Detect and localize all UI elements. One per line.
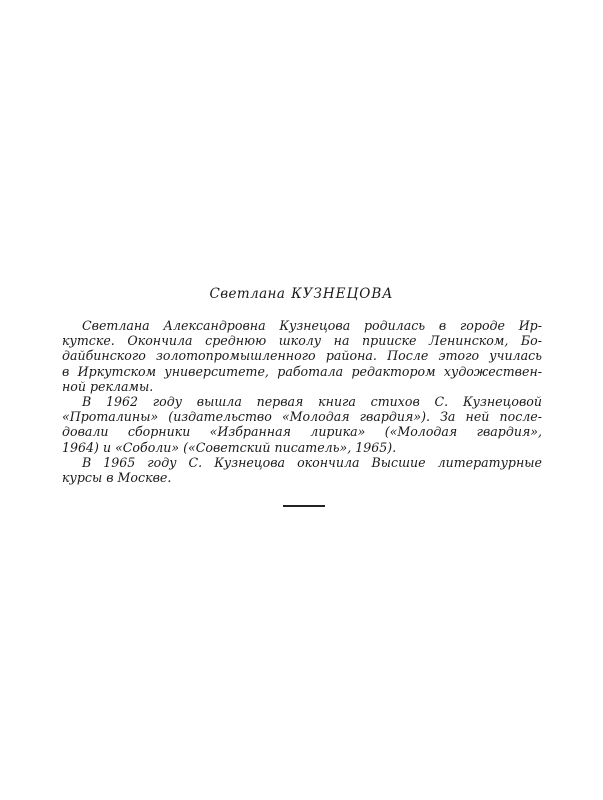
text-line: довали сборники «Избранная лирика» («Молодая гвардия», [62, 424, 542, 440]
page-title [0, 286, 603, 302]
text-line: «Проталины» (издательство «Молодая гвардия»). За ней после- [62, 409, 542, 425]
text-line: 1964) и «Соболи» («Советский писатель», 1965). [62, 439, 397, 455]
paragraph-3 [62, 455, 542, 485]
text-line: Светлана Александровна Кузнецова родилась в городе Ир- [82, 318, 542, 333]
paragraph-2 [62, 394, 542, 455]
text-line: ной рекламы. [62, 378, 154, 394]
paragraph-1 [62, 318, 542, 394]
text-line: дайбинского золотопромышленного района. После этого училась [62, 348, 542, 364]
biography-text [62, 318, 542, 485]
text-line: В 1962 году вышла первая книга стихов С. Кузнецовой [82, 394, 542, 410]
section-separator-rule [283, 505, 325, 507]
text-line: курсы в Москве. [62, 470, 172, 486]
title-first-name: Светлана [209, 286, 286, 302]
text-line: в Иркутском университете, работала редактором художествен- [62, 363, 542, 379]
title-surname: КУЗНЕЦОВА [291, 286, 394, 302]
text-line: В 1965 году С. Кузнецова окончила Высшие литературные [82, 454, 542, 470]
text-line: кутске. Окончила среднюю школу на прииске Ленинском, Бо- [62, 333, 542, 349]
